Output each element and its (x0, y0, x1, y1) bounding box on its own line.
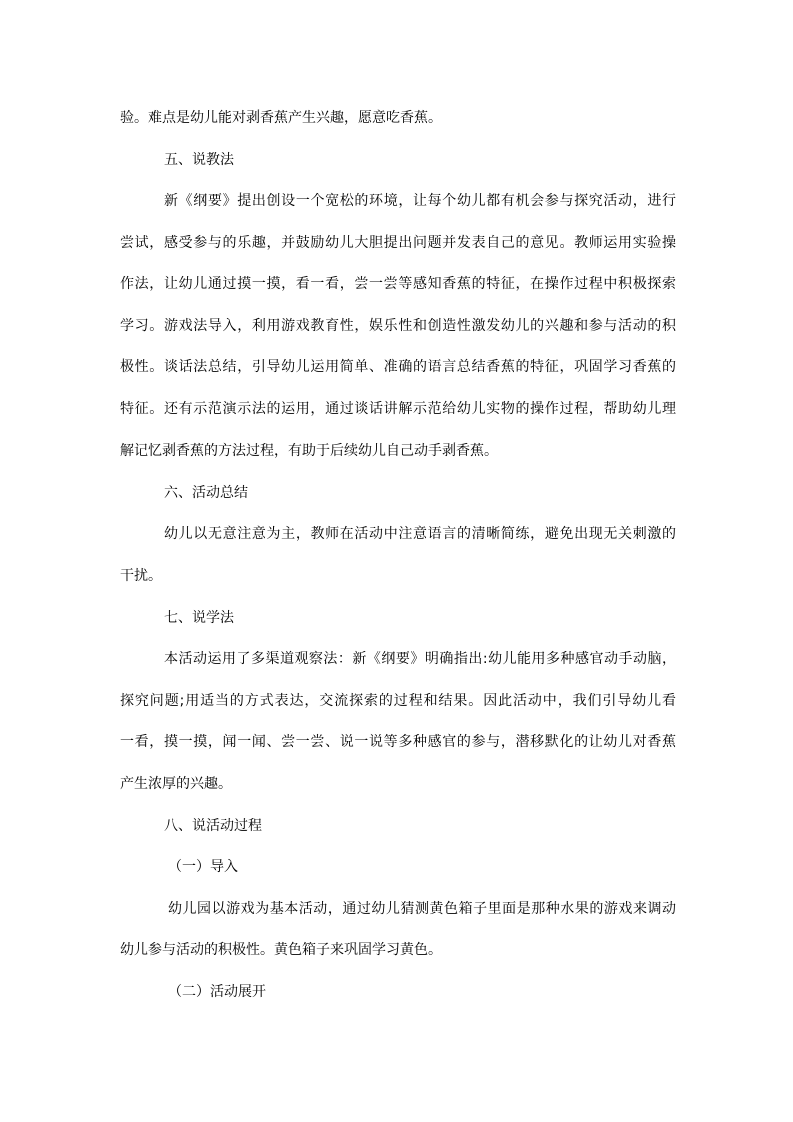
subsection-heading-activity-development: （二）活动展开 (168, 984, 266, 1000)
section-heading-activity-summary: 六、活动总结 (164, 485, 248, 501)
paragraph-line: 验。难点是幼儿能对剥香蕉产生兴趣，愿意吃香蕉。 (120, 110, 442, 126)
section-heading-learning-methods: 七、说学法 (164, 610, 234, 626)
paragraph-line: 本活动运用了多渠道观察法：新《纲要》明确指出:幼儿能用多种感官动手动脑， (164, 651, 676, 667)
paragraph-line: 幼儿参与活动的积极性。黄色箱子来巩固学习黄色。 (120, 942, 442, 958)
paragraph-line: 新《纲要》提出创设一个宽松的环境，让每个幼儿都有机会参与探究活动，进行 (164, 193, 676, 209)
paragraph-line: 尝试，感受参与的乐趣，并鼓励幼儿大胆提出问题并发表自己的意见。教师运用实验操 (120, 235, 676, 251)
paragraph-line: 探究问题;用适当的方式表达，交流探索的过程和结果。因此活动中，我们引导幼儿看 (120, 693, 676, 709)
subsection-heading-introduction: （一）导入 (168, 859, 238, 875)
paragraph-line: 学习。游戏法导入，利用游戏教育性，娱乐性和创造性激发幼儿的兴趣和参与活动的积 (120, 318, 676, 334)
paragraph-line: 幼儿以无意注意为主，教师在活动中注意语言的清晰简练，避免出现无关刺激的 (164, 526, 676, 542)
paragraph-line: 作法，让幼儿通过摸一摸，看一看，尝一尝等感知香蕉的特征，在操作过程中积极探索 (120, 276, 676, 292)
paragraph-line: 干扰。 (120, 568, 162, 584)
section-heading-teaching-methods: 五、说教法 (164, 152, 234, 168)
paragraph-line: 解记忆剥香蕉的方法过程，有助于后续幼儿自己动手剥香蕉。 (120, 443, 498, 459)
paragraph-line: 幼儿园以游戏为基本活动，通过幼儿猜测黄色箱子里面是那种水果的游戏来调动 (168, 901, 676, 917)
section-heading-activity-process: 八、说活动过程 (164, 818, 262, 834)
paragraph-line: 特征。还有示范演示法的运用，通过谈话讲解示范给幼儿实物的操作过程，帮助幼儿理 (120, 401, 676, 417)
paragraph-line: 极性。谈话法总结，引导幼儿运用简单、准确的语言总结香蕉的特征，巩固学习香蕉的 (120, 359, 676, 375)
paragraph-line: 一看，摸一摸，闻一闻、尝一尝、说一说等多种感官的参与，潜移默化的让幼儿对香蕉 (120, 734, 676, 750)
paragraph-line: 产生浓厚的兴趣。 (120, 776, 232, 792)
